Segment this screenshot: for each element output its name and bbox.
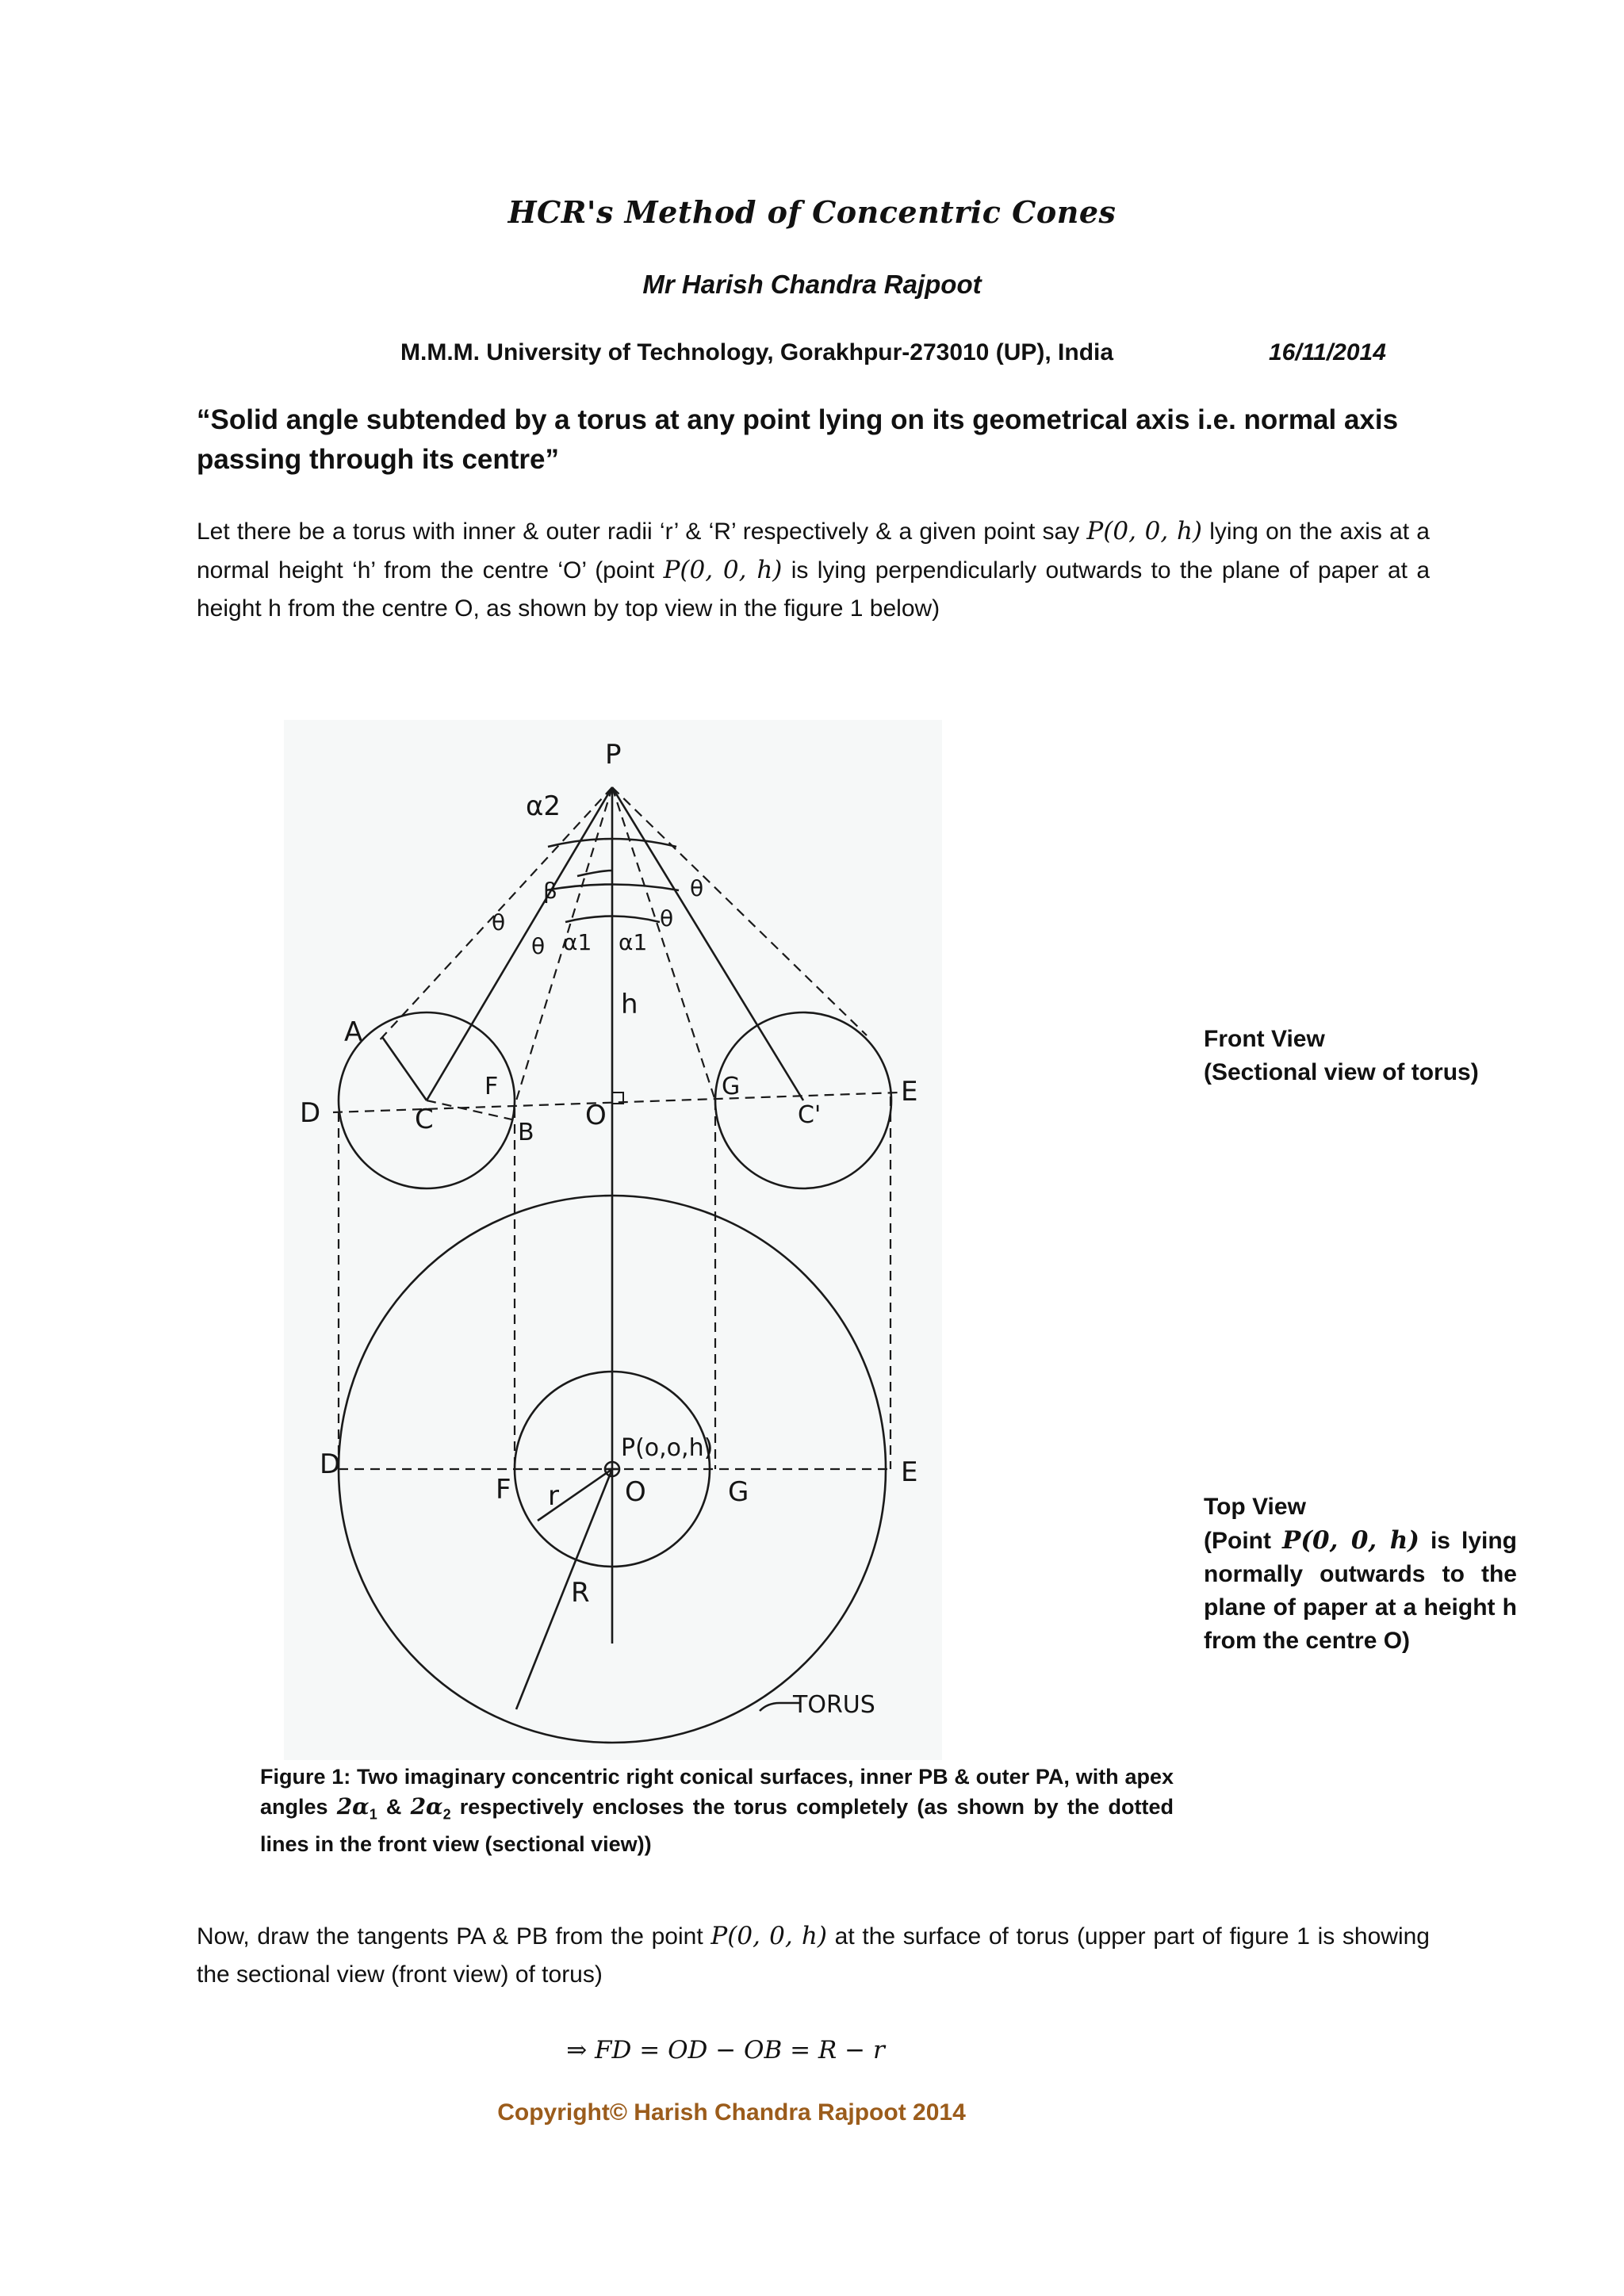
label-c: C: [415, 1104, 434, 1135]
top-view-title: Top View: [1204, 1494, 1306, 1520]
problem-heading: “Solid angle subtended by a torus at any point lying on its geometrical axis i.e. normal axis passing through its centre”: [197, 404, 1399, 475]
point-p: P(0, 0, h): [1282, 1526, 1419, 1555]
intro-paragraph: [197, 512, 1430, 628]
label-d-top: D: [320, 1448, 341, 1480]
equation-fd: ⇒ FD = OD − OB = R − r: [566, 2036, 885, 2064]
label-alpha2: α2: [526, 790, 561, 822]
label-alpha1-left: α1: [563, 929, 592, 955]
label-o-front: O: [585, 1100, 607, 1131]
label-e-top: E: [901, 1456, 918, 1488]
line-cb: [427, 1100, 515, 1120]
label-g-front: G: [722, 1073, 741, 1100]
beta-arc: [577, 871, 612, 876]
tangent-right-outer: [612, 787, 867, 1035]
intro-text-1: Let there be a torus with inner & outer radii ‘r’ & ‘R’ respectively & a given point say: [197, 519, 1087, 545]
top-view-description: [1204, 1524, 1517, 1658]
top-view-label: [1204, 1490, 1517, 1658]
intro-text-2: lying on the axis at a normal height ‘h’ from the centre ‘O’ (point: [197, 519, 1430, 584]
label-r: r: [548, 1480, 559, 1512]
label-f-top: F: [496, 1474, 511, 1506]
radius-R: [516, 1469, 612, 1709]
figure-drawing: [284, 720, 942, 1760]
label-p-top: P(o,o,h): [621, 1434, 714, 1462]
label-R: R: [571, 1577, 590, 1609]
label-theta-3: θ: [660, 905, 674, 932]
label-a: A: [344, 1016, 363, 1048]
label-g-top: G: [728, 1476, 749, 1508]
caption-text-b: respectively encloses the torus completely (as shown by the dotted lines in the front view (sectional view)): [260, 1795, 1174, 1857]
para2-text-2: at the surface of torus (upper part of figure 1 is showing the sectional view (front view) of torus): [197, 1923, 1430, 1988]
caption-text-a: Figure 1: Two imaginary concentric right conical surfaces, inner PB & outer PA, with apex angles: [260, 1765, 1174, 1819]
caption-amp: &: [377, 1795, 411, 1819]
label-c-prime: C': [798, 1101, 822, 1129]
label-theta-4: θ: [690, 875, 704, 901]
label-p: P: [605, 739, 622, 771]
point-p: P(0, 0, h): [1086, 517, 1202, 545]
label-h: h: [621, 989, 638, 1020]
front-view-subtitle: (Sectional view of torus): [1204, 1059, 1479, 1085]
label-d-front: D: [300, 1097, 321, 1129]
front-view-label: [1204, 1023, 1479, 1089]
figure-caption: [260, 1762, 1174, 1859]
para2-text-1: Now, draw the tangents PA & PB from the point: [197, 1923, 711, 1950]
label-alpha1-right: α1: [619, 929, 648, 955]
top-view-text-a: (Point: [1204, 1528, 1283, 1554]
angle-2-alpha-1: 2α: [336, 1793, 370, 1820]
top-view-text-b: is lying normally outwards to the plane of paper at a height h from the centre O): [1204, 1528, 1517, 1654]
label-e-front: E: [901, 1076, 918, 1108]
label-o-top: O: [625, 1476, 646, 1508]
document-title: HCR's Method of Concentric Cones: [508, 194, 1116, 230]
author-name: Mr Harish Chandra Rajpoot: [642, 270, 982, 299]
label-theta-1: θ: [492, 909, 506, 936]
label-theta-2: θ: [531, 933, 546, 959]
point-p: P(0, 0, h): [710, 1922, 827, 1950]
angle-2-alpha-2: 2α: [410, 1793, 443, 1820]
intro-text-3: is lying perpendicularly outwards to the plane of paper at a height h from the centre O, as shown by top view in the figure 1 below): [197, 557, 1431, 622]
label-torus: TORUS: [793, 1691, 875, 1719]
date: 16/11/2014: [1269, 339, 1386, 365]
radius-ca: [382, 1037, 427, 1100]
label-b: B: [518, 1119, 534, 1146]
subscript-2: 2: [442, 1806, 451, 1823]
label-f-front: F: [485, 1073, 499, 1100]
copyright-notice: Copyright© Harish Chandra Rajpoot 2014: [497, 2099, 966, 2126]
subscript-1: 1: [369, 1806, 377, 1823]
point-p: P(0, 0, h): [663, 556, 783, 584]
label-beta: β: [543, 878, 557, 904]
affiliation: M.M.M. University of Technology, Gorakhpur-273010 (UP), India: [400, 339, 1114, 365]
front-view-title: Front View: [1204, 1026, 1325, 1052]
figure-1: [284, 720, 942, 1760]
second-paragraph: [197, 1917, 1430, 1994]
